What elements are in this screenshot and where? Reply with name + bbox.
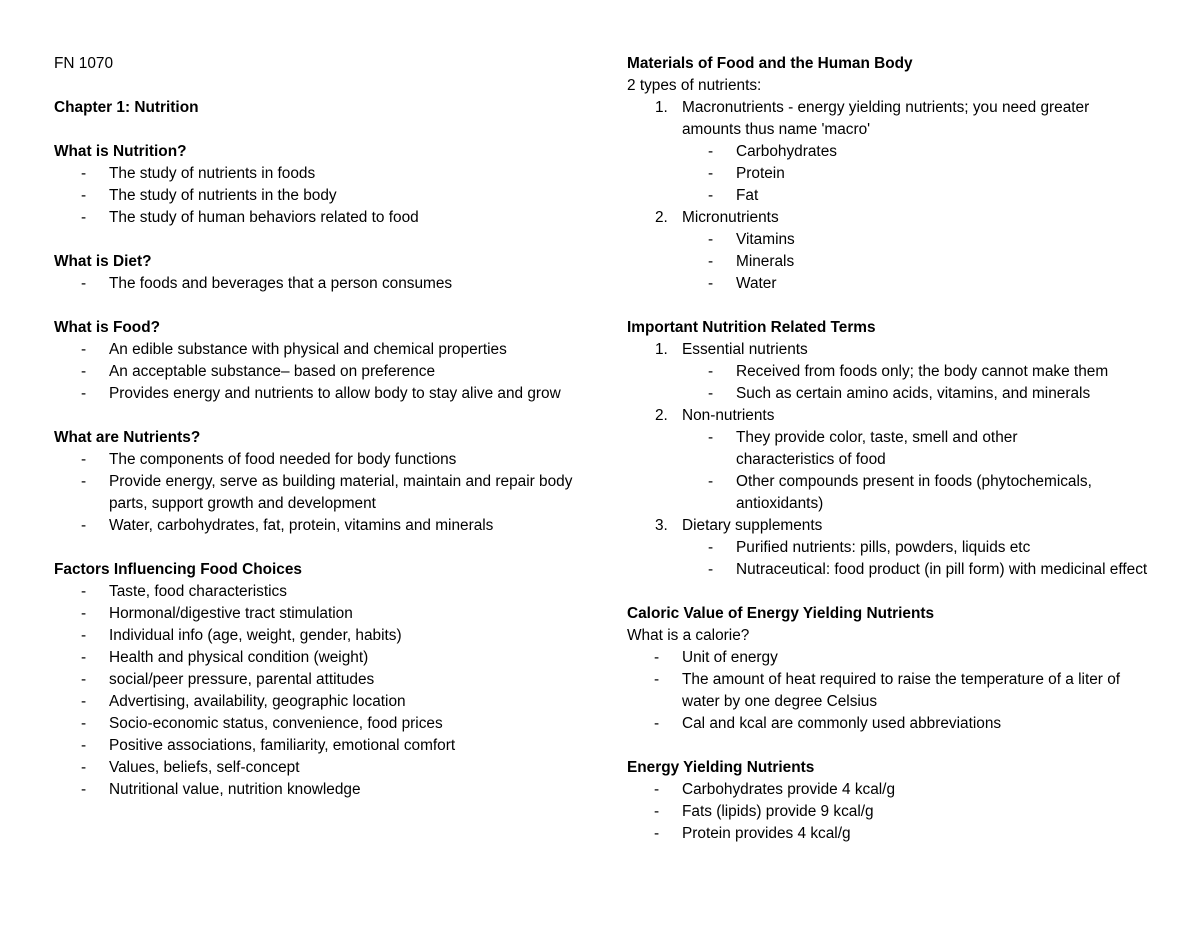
dash-bullet: - bbox=[81, 451, 87, 468]
list-item: - Carbohydrates bbox=[627, 141, 1167, 163]
dash-bullet: - bbox=[708, 253, 714, 270]
list-item: - The study of human behaviors related to food bbox=[54, 207, 594, 229]
list-item: - Fats (lipids) provide 9 kcal/g bbox=[627, 801, 1167, 823]
dash-bullet: - bbox=[81, 275, 87, 292]
numbered-item: 2. Non-nutrients bbox=[655, 407, 775, 424]
dash-bullet: - bbox=[708, 429, 714, 446]
list-item: - Nutraceutical: food product (in pill form) with medicinal effect bbox=[627, 559, 1166, 581]
list-item: - Carbohydrates provide 4 kcal/g bbox=[627, 779, 1167, 801]
list-item: - Taste, food characteristics bbox=[54, 581, 594, 603]
dash-bullet: - bbox=[708, 473, 714, 490]
list-item: - Purified nutrients: pills, powders, liquids etc bbox=[627, 537, 1167, 559]
materials-intro: 2 types of nutrients: bbox=[627, 77, 762, 94]
dash-bullet: - bbox=[81, 385, 87, 402]
dash-bullet: - bbox=[81, 341, 87, 358]
dash-bullet: - bbox=[708, 561, 714, 578]
section-heading-materials: Materials of Food and the Human Body bbox=[627, 55, 913, 72]
dash-bullet: - bbox=[81, 209, 87, 226]
dash-bullet: - bbox=[654, 781, 660, 798]
dash-bullet: - bbox=[708, 231, 714, 248]
list-item: - Individual info (age, weight, gender, habits) bbox=[54, 625, 594, 647]
list-item: - Health and physical condition (weight) bbox=[54, 647, 594, 669]
list-item: - Protein provides 4 kcal/g bbox=[627, 823, 1167, 845]
dash-bullet: - bbox=[708, 539, 714, 556]
numbered-item: 3. Dietary supplements bbox=[655, 517, 823, 534]
caloric-intro: What is a calorie? bbox=[627, 627, 750, 644]
section-heading-energy: Energy Yielding Nutrients bbox=[627, 759, 815, 776]
list-item: - The study of nutrients in foods bbox=[54, 163, 594, 185]
numbered-item: 2. Micronutrients bbox=[655, 209, 779, 226]
dash-bullet: - bbox=[81, 473, 87, 490]
list-item: - Socio-economic status, convenience, food prices bbox=[54, 713, 594, 735]
dash-bullet: - bbox=[81, 759, 87, 776]
list-item: - Fat bbox=[627, 185, 1167, 207]
dash-bullet: - bbox=[81, 627, 87, 644]
list-item: - Water, carbohydrates, fat, protein, vitamins and minerals bbox=[54, 515, 594, 537]
dash-bullet: - bbox=[654, 825, 660, 842]
chapter-title: Chapter 1: Nutrition bbox=[54, 99, 199, 116]
list-item: - Advertising, availability, geographic location bbox=[54, 691, 594, 713]
dash-bullet: - bbox=[81, 649, 87, 666]
numbered-item: 1. Essential nutrients bbox=[655, 341, 808, 358]
right-column bbox=[627, 53, 1167, 845]
list-item: - Received from foods only; the body cannot make them bbox=[627, 361, 1167, 383]
list-item: - Hormonal/digestive tract stimulation bbox=[54, 603, 594, 625]
list-item: - The amount of heat required to raise the temperature of a liter of water by one degree Celsius bbox=[654, 671, 1121, 710]
dash-bullet: - bbox=[654, 649, 660, 666]
dash-bullet: - bbox=[81, 583, 87, 600]
section-heading-factors: Factors Influencing Food Choices bbox=[54, 561, 302, 578]
dash-bullet: - bbox=[708, 165, 714, 182]
dash-bullet: - bbox=[708, 187, 714, 204]
dash-bullet: - bbox=[708, 143, 714, 160]
list-item: - Vitamins bbox=[627, 229, 1167, 251]
dash-bullet: - bbox=[81, 165, 87, 182]
list-item: - Cal and kcal are commonly used abbreviations bbox=[627, 713, 1167, 735]
section-heading-caloric: Caloric Value of Energy Yielding Nutrients bbox=[627, 605, 935, 622]
dash-bullet: - bbox=[654, 671, 660, 688]
section-heading-nutrients: What are Nutrients? bbox=[54, 429, 201, 446]
dash-bullet: - bbox=[81, 363, 87, 380]
list-item: - The study of nutrients in the body bbox=[54, 185, 594, 207]
dash-bullet: - bbox=[81, 737, 87, 754]
list-item: - Nutritional value, nutrition knowledge bbox=[54, 779, 594, 801]
dash-bullet: - bbox=[708, 385, 714, 402]
list-item: - The foods and beverages that a person consumes bbox=[54, 273, 594, 295]
list-item: - social/peer pressure, parental attitudes bbox=[54, 669, 594, 691]
dash-bullet: - bbox=[81, 693, 87, 710]
dash-bullet: - bbox=[654, 803, 660, 820]
section-heading-food: What is Food? bbox=[54, 319, 161, 336]
dash-bullet: - bbox=[654, 715, 660, 732]
list-item: - Water bbox=[627, 273, 1167, 295]
section-heading-nutrition: What is Nutrition? bbox=[54, 143, 187, 160]
course-code: FN 1070 bbox=[54, 55, 114, 72]
list-item: - Protein bbox=[627, 163, 1167, 185]
list-item: - Other compounds present in foods (phytochemicals, antioxidants) bbox=[708, 473, 1092, 512]
list-item: - An edible substance with physical and chemical properties bbox=[54, 339, 594, 361]
list-item: - Such as certain amino acids, vitamins, and minerals bbox=[627, 383, 1167, 405]
dash-bullet: - bbox=[708, 363, 714, 380]
list-item: - Unit of energy bbox=[627, 647, 1167, 669]
dash-bullet: - bbox=[81, 781, 87, 798]
list-item: - Provides energy and nutrients to allow body to stay alive and grow bbox=[54, 383, 564, 405]
list-item: - An acceptable substance– based on preference bbox=[54, 361, 594, 383]
list-item: - Positive associations, familiarity, emotional comfort bbox=[54, 735, 594, 757]
section-heading-terms: Important Nutrition Related Terms bbox=[627, 319, 876, 336]
list-item: - They provide color, taste, smell and other characteristics of food bbox=[708, 429, 1018, 468]
left-column bbox=[54, 53, 594, 801]
list-item: - Values, beliefs, self-concept bbox=[54, 757, 594, 779]
dash-bullet: - bbox=[81, 715, 87, 732]
dash-bullet: - bbox=[81, 187, 87, 204]
list-item: - Provide energy, serve as building material, maintain and repair body parts, support growth and development bbox=[81, 473, 573, 512]
dash-bullet: - bbox=[81, 605, 87, 622]
list-item: - The components of food needed for body functions bbox=[54, 449, 594, 471]
numbered-item: 1. Macronutrients - energy yielding nutrients; you need greater amounts thus name 'macro' bbox=[655, 99, 1090, 138]
list-item: - Minerals bbox=[627, 251, 1167, 273]
section-heading-diet: What is Diet? bbox=[54, 253, 152, 270]
dash-bullet: - bbox=[708, 275, 714, 292]
dash-bullet: - bbox=[81, 517, 87, 534]
dash-bullet: - bbox=[81, 671, 87, 688]
